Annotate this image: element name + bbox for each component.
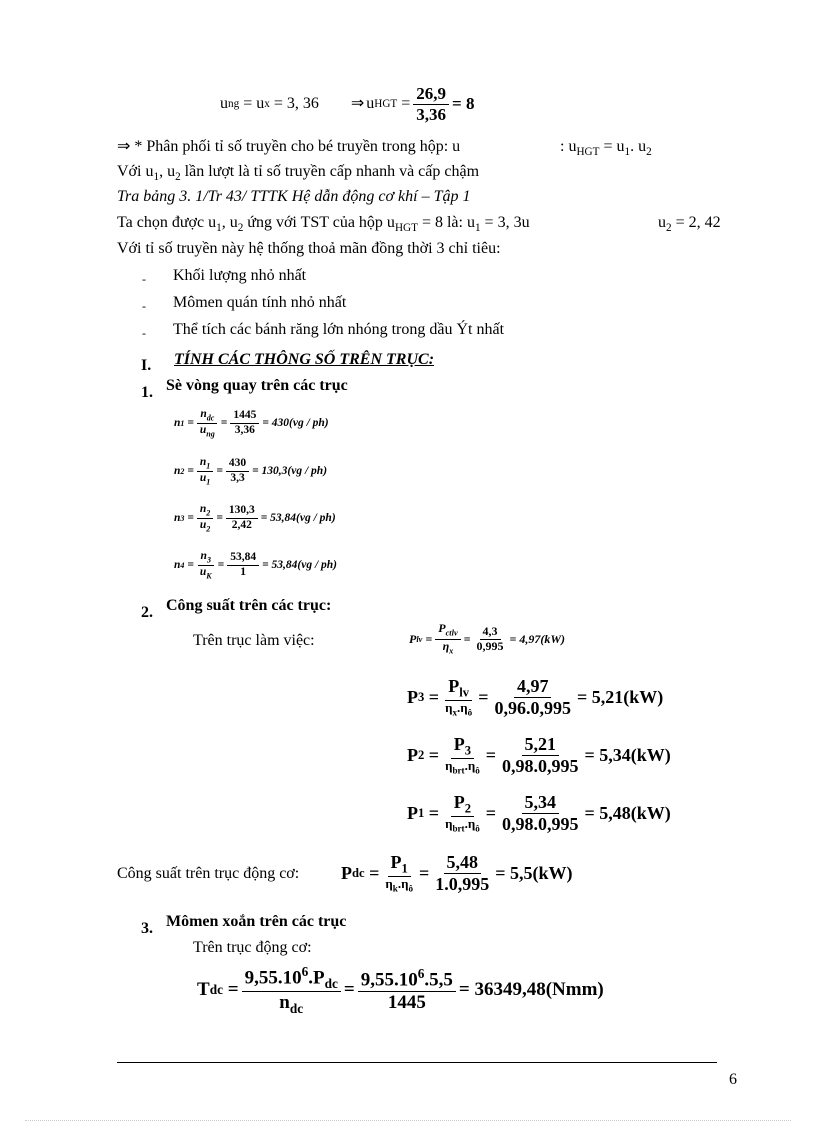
p-equation: P 2 = $\frac{P_3}{\eta_{brt}.\eta_ô}$ = $\frac{5,21}{0,98.0,995}$ = 5,34(kW) [407, 733, 671, 776]
p-equation: P 3 = $\frac{P_{lv}}{\eta_x.\eta_ô}$ = $\frac{4,97}{0,96.0,995}$ = 5,21(kW) [407, 675, 664, 718]
bullet-dash: - [142, 272, 146, 286]
section-title: TÍNH CÁC THÔNG SỐ TRÊN TRỤC: [174, 351, 435, 368]
motor-shaft-label: Trên trục động cơ: [193, 939, 312, 956]
p-lv-equation: P lv = $\frac{P_{ctlv}}{\eta_x}$ = $\frac{4,3}{0,995}$ = 4,97(kW) [409, 621, 566, 655]
subsection-number: 2. [141, 604, 153, 621]
subsection-number: 1. [141, 384, 153, 401]
page-edge-dots [25, 1120, 791, 1121]
footer-rule [117, 1062, 717, 1063]
n-equation: n 1 = $\frac{n_{dc}}{u_{ng}}$ = $\frac{1445}{3,36}$ = 430(vg / ph) [174, 407, 329, 438]
p-dc-equation: P dc = $\frac{P_1}{\eta_k.\eta_ô}$ = $\frac{5,48}{1.0,995}$ = 5,5(kW) [341, 851, 573, 894]
motor-power-label: Công suất trên trục động cơ: [117, 865, 300, 882]
bullet-item: Mômen quán tính nhỏ nhất [173, 294, 347, 311]
bullet-dash: - [142, 299, 146, 313]
n-equation: n 4 = $\frac{n_3}{u_K}$ = $\frac{53,84}{1}$ = 53,84(vg / ph) [174, 549, 338, 580]
distribution-formula: : $u_{HGT} = u_1$. $u_2$ [560, 138, 652, 159]
t-dc-equation: T dc = $\frac{9,55.10^6.P_{dc}}{n_{dc}}$ = $\frac{9,55.10^6.5,5}{1445}$ = 36349,48(Nmm) [197, 963, 604, 1016]
bullet-item: Khối lượng nhỏ nhất [173, 267, 307, 284]
ratio-description-line: Với $u_1$, $u_2$ lần lượt là tỉ số truyền cấp nhanh và cấp chậm [117, 163, 480, 184]
section-roman: I. [141, 357, 152, 374]
working-shaft-label: Trên trục làm việc: [193, 632, 315, 649]
page-number: 6 [729, 1071, 737, 1088]
top-equation: u ng = u x = 3, 36 ⇒ u HGT = $\frac{26,9}{3,36}$ = 8 [220, 83, 475, 124]
bullet-item: Thể tích các bánh răng lớn nhóng trong dầu Ýt nhất [173, 321, 505, 338]
bullet-dash: - [142, 326, 146, 340]
reference-line: Tra bảng 3. 1/Tr 43/ TTTK Hệ dẫn động cơ khí – Tập 1 [117, 188, 471, 205]
subsection-title: Sè vòng quay trên các trục [166, 377, 348, 394]
subsection-title: Mômen xoắn trên các trục [166, 913, 347, 930]
selection-line: Ta chọn được $u_1$, $u_2$ ứng với TST của hộp $u_{HGT} = 8$ là: $u_1 = 3$, 3u [117, 214, 530, 235]
subsection-title: Công suất trên các trục: [166, 597, 332, 614]
subsection-number: 3. [141, 920, 153, 937]
n-equation: n 3 = $\frac{n_2}{u_2}$ = $\frac{130,3}{2,42}$ = 53,84(vg / ph) [174, 502, 336, 533]
n-equation: n 2 = $\frac{n_1}{u_1}$ = $\frac{430}{3,3}$ = 130,3(vg / ph) [174, 455, 328, 486]
selection-u2: $u_2 = 2$, 42 [658, 214, 721, 235]
distribution-line: ⇒ * Phân phối tỉ số truyền cho bé truyền trong hộp: u [117, 138, 461, 155]
p-equation: P 1 = $\frac{P_2}{\eta_{brt}.\eta_ô}$ = $\frac{5,34}{0,98.0,995}$ = 5,48(kW) [407, 791, 671, 834]
criteria-line: Với tỉ số truyền này hệ thống thoả mãn đồng thời 3 chỉ tiêu: [117, 240, 501, 257]
